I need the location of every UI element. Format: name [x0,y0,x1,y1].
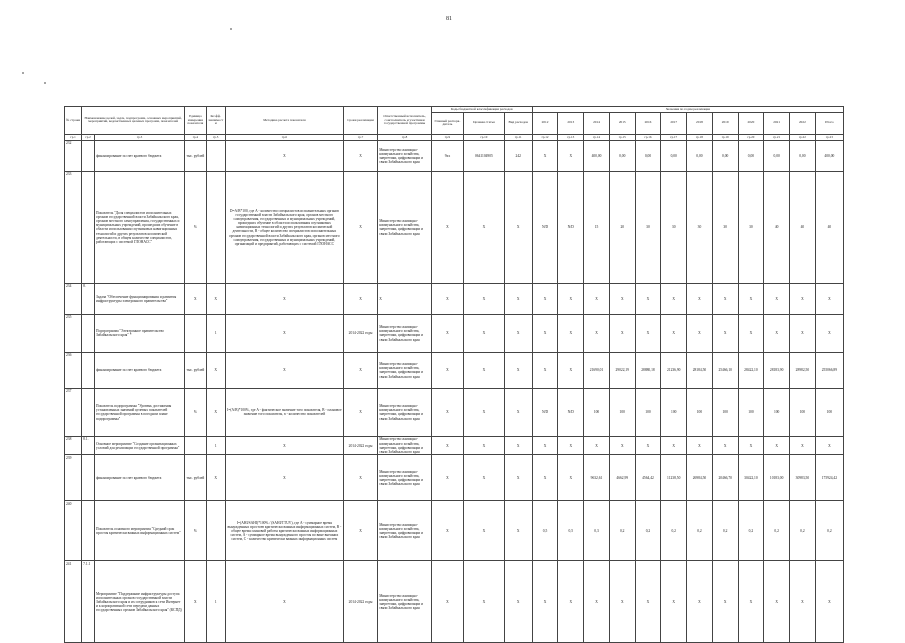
row-value: Х [661,283,687,314]
header-year: 2022 [790,112,816,134]
table-row [65,352,844,388]
header-year: 2013 [558,112,584,134]
row-cs: Х [464,171,505,283]
row-responsible: Министерство жилищно-коммунального хозяйства, энергетики, цифровизации и связи Забайкальского края [378,140,432,171]
row-value: Х [584,561,610,643]
row-method: Х [225,561,343,643]
row-value: 0,2 [764,501,790,561]
row-unit: % [185,388,206,436]
row-vr: Х [504,436,532,455]
row-value: Х [558,561,584,643]
row-value: Х [687,283,713,314]
row-coef: Х [206,352,225,388]
row-term: Х [343,140,377,171]
row-term: 2014-2022 годы [343,314,377,352]
table-row [65,436,844,455]
row-value: 28184,50 [687,352,713,388]
row-value: Х [712,283,738,314]
row-number: 241 [65,561,82,643]
row-sub-number [82,140,95,171]
column-number: гр.11 [504,134,532,140]
row-value: Х [532,314,558,352]
row-value: 400,00 [815,140,843,171]
row-coef: 1 [206,314,225,352]
row-vr: Х [504,455,532,501]
header-year: 2015 [609,112,635,134]
row-value: 30 [738,171,764,283]
row-responsible: Министерство жилищно-коммунального хозяйства, энергетики, цифровизации и связи Забайкальского края [378,455,432,501]
row-value: Х [738,283,764,314]
row-coef [206,140,225,171]
row-value: 0,00 [609,140,635,171]
header-year: 2014 [584,112,610,134]
row-number: 240 [65,501,82,561]
row-coef: Х [206,388,225,436]
row-name: Задача "Обеспечение функционирования и развития инфраструктуры электронного правительства" [95,283,185,314]
table-body [65,140,844,643]
row-unit [185,314,206,352]
row-value: Х [790,314,816,352]
column-number: гр.8 [378,134,432,140]
row-gr: Х [431,171,463,283]
row-number: 233 [65,171,82,283]
header-gr: Главный распоря-дитель [431,112,463,134]
page-number: 81 [446,16,452,22]
row-value: 0,5 [532,501,558,561]
row-value: Х [738,561,764,643]
row-responsible: Министерство жилищно-коммунального хозяйства, энергетики, цифровизации и связи Забайкальского края [378,561,432,643]
header-term: Сроки реализации [343,107,377,135]
row-value: Х [815,436,843,455]
row-value: N/D [532,171,558,283]
row-value: N/D [532,388,558,436]
header-num: № строки [65,107,82,135]
row-number: 236 [65,352,82,388]
row-cs: Х [464,561,505,643]
header-year: 2020 [738,112,764,134]
row-value: Х [584,314,610,352]
column-number: гр.6 [225,134,343,140]
row-value: Х [661,314,687,352]
column-number: гр.20 [738,134,764,140]
row-value: 0,00 [687,140,713,171]
row-value: 0,2 [790,501,816,561]
row-unit: % [185,501,206,561]
row-responsible: Министерство жилищно-коммунального хозяйства, энергетики, цифровизации и связи Забайкальского края [378,171,432,283]
row-value: Х [790,283,816,314]
row-cs: Х [464,314,505,352]
column-number: гр.18 [687,134,713,140]
row-value: Х [635,314,661,352]
row-value: 30 [712,171,738,283]
table-row [65,171,844,283]
row-vr: Х [504,283,532,314]
column-number: гр.3 [95,134,185,140]
row-unit: тыс. рублей [185,140,206,171]
header-values: Значения по годам реализации [532,107,843,113]
row-method: D=A/B*100, где A - количество специалистов исполнительных органов государственной власти Забайкальского края, органов местного самоуправления, государственных и муниципальных учреждений, прошедших обучение в области использования спутниковых навигационных технологий и других результатов космической деятельности, B - общее количество специалистов исполнительных органов государственной власти Забайкальского края, органов местного самоуправления, государственных и муниципальных учреждений, организаций и предприятий, работающих с системой ГЛОНАСС [225,171,343,283]
row-value: Х [532,561,558,643]
row-value: Х [558,283,584,314]
row-sub-number [82,501,95,561]
table-row [65,140,844,171]
row-value: Х [687,314,713,352]
table-row [65,561,844,643]
row-value: 100 [635,388,661,436]
header-year: 2017 [661,112,687,134]
row-method: Х [225,140,343,171]
row-value: 0,2 [738,501,764,561]
row-value: Х [661,436,687,455]
column-number: гр.2 [82,134,95,140]
row-value: Х [764,283,790,314]
program-table [64,106,844,643]
row-value: Х [532,455,558,501]
row-unit: Х [185,283,206,314]
table-row [65,455,844,501]
row-value: 4662,99 [609,455,635,501]
row-value: 20 [609,171,635,283]
row-value: 100 [609,388,635,436]
row-sub-number [82,171,95,283]
row-sub-number: 8. [82,283,95,314]
column-number: гр.19 [712,134,738,140]
row-value: 4564,42 [635,455,661,501]
header-name: Наименование целей, задач, подпрограмм, основных мероприятий, мероприятий, ведомственных целевых программ, показателей [82,107,185,135]
row-number: 237 [65,388,82,436]
row-value: Х [609,314,635,352]
row-gr: Х [431,455,463,501]
row-name: Показатель "Доля специалистов исполнительных органов государственной власти Забайкальского края, органов местного самоуправления, государственных и муниципальных учреждений, прошедших обучение в области использования спутниковых навигационных технологий и других результатов космической деятельности, в общем количестве специалистов, работающих с системой ГЛОНАСС" [95,171,185,283]
row-value: 15 [584,171,610,283]
row-value: 28183,90 [764,352,790,388]
row-value: 0,2 [609,501,635,561]
row-value: Х [532,140,558,171]
row-gr: Х [431,501,463,561]
row-value: 20466,70 [712,455,738,501]
row-value: 0,00 [661,140,687,171]
row-value: Х [712,561,738,643]
row-vr: Х [504,561,532,643]
row-method: I=(A/B)*100%, где A - фактическое значение того показателя, B - плановое значение того показателя, n - количество показателей [225,388,343,436]
row-name: финансирование за счет краевого бюджета [95,140,185,171]
row-value: Х [687,436,713,455]
row-value: 100 [584,388,610,436]
row-responsible: Х [378,283,432,314]
row-value: 0,00 [790,140,816,171]
header-year: 2016 [635,112,661,134]
row-value: 30 [687,171,713,283]
row-value: Х [764,436,790,455]
column-number: гр.14 [584,134,610,140]
row-coef: Х [206,455,225,501]
row-value: Х [712,436,738,455]
row-value: Х [635,283,661,314]
row-value: 100 [661,388,687,436]
row-gr: 9хх [431,140,463,171]
row-value: Х [532,283,558,314]
row-value: 0,2 [635,501,661,561]
row-value: N/D [558,171,584,283]
column-number: гр.7 [343,134,377,140]
row-value: Х [558,352,584,388]
row-value: Х [609,561,635,643]
column-number: гр.23 [815,134,843,140]
row-value: 21236,90 [661,352,687,388]
row-value: 28422,10 [738,352,764,388]
row-sub-number [82,388,95,436]
row-sub-number [82,455,95,501]
header-method: Методика расчета показателя [225,107,343,135]
row-term: Х [343,171,377,283]
row-number: 234 [65,283,82,314]
column-number: гр.5 [206,134,225,140]
row-value: 25466,10 [712,352,738,388]
row-value: 29022,19 [609,352,635,388]
row-coef: 1 [206,436,225,455]
row-term: Х [343,283,377,314]
header-year: 2019 [712,112,738,134]
row-name: Подпрограмма "Электронное правительство Забайкальского края" * [95,314,185,352]
row-vr: Х [504,501,532,561]
row-value: Х [687,561,713,643]
column-number: гр.10 [464,134,505,140]
row-number: 239 [65,455,82,501]
row-value: Х [558,436,584,455]
row-value: 0,00 [738,140,764,171]
row-value: 255066,89 [815,352,843,388]
row-value: Х [815,283,843,314]
row-value: 30 [635,171,661,283]
header-year: 2018 [687,112,713,134]
table-row [65,314,844,352]
row-unit: тыс. рублей [185,455,206,501]
row-responsible: Министерство жилищно-коммунального хозяйства, энергетики, цифровизации и связи Забайкальского края [378,314,432,352]
row-cs: Х [464,436,505,455]
row-value: 11238,50 [661,455,687,501]
row-method: Х [225,314,343,352]
row-name: Показатель подпрограммы "Уровень достижения установленных значений целевых показателей государственной программы в погодном плане подпрограммы" [95,388,185,436]
row-value: Х [764,561,790,643]
row-responsible: Министерство жилищно-коммунального хозяйства, энергетики, цифровизации и связи Забайкальского края [378,436,432,455]
row-vr: 242 [504,140,532,171]
header-unit: Единица измерения показателя [185,107,206,135]
row-value: 26984,50 [687,455,713,501]
row-term: 2014-2022 годы [343,436,377,455]
row-sub-number [82,314,95,352]
row-value: 0,2 [661,501,687,561]
row-cs: Х [464,455,505,501]
row-value: 0,3 [584,501,610,561]
row-name: финансирование за счет краевого бюджета [95,455,185,501]
row-gr: Х [431,561,463,643]
row-value: 400,00 [584,140,610,171]
header-codes: Коды бюджетной классификации расходов [431,107,532,113]
row-value: Х [635,561,661,643]
row-number: 235 [65,314,82,352]
row-gr: Х [431,283,463,314]
column-number: гр.1 [65,134,82,140]
row-coef [206,501,225,561]
row-value: 0,2 [687,501,713,561]
row-value: 0,00 [712,140,738,171]
row-value: 100 [790,388,816,436]
header-year-2012: 2012 [532,112,558,134]
row-unit: Х [185,561,206,643]
row-value: Х [558,140,584,171]
row-value: 0,00 [764,140,790,171]
header-resp: Ответственный исполнитель, соисполнитель и участники государственной программы [378,107,432,135]
row-value: Х [764,314,790,352]
row-name: Показатель основного мероприятия "Средний срок простоя критически важных информационных систем" [95,501,185,561]
row-value: Х [790,436,816,455]
row-cs: Х [464,283,505,314]
header-total: Итого [815,112,843,134]
row-coef [206,171,225,283]
column-number: гр.13 [558,134,584,140]
row-value: 30422,10 [738,455,764,501]
row-vr: Х [504,388,532,436]
row-value: Х [738,314,764,352]
row-vr: Х [504,171,532,283]
row-name: Основное мероприятие "Создание организационных условий для реализации государственной программы" [95,436,185,455]
row-value: 40 [815,171,843,283]
row-name: финансирование за счет краевого бюджета [95,352,185,388]
row-value: Х [738,436,764,455]
row-vr: Х [504,314,532,352]
header-cs: Целевая статья [464,112,505,134]
row-value: 10183,00 [764,455,790,501]
row-method: I=(AHI/SAHI)*100% / (SAHI/TTUV), где A - суммарное время вынужденных простоев критически важных информационных систем, B - общее время плановой работы критически важных информационных систем, A - суммарное время вынужденного простоя по вине внешних систем, C - количество критически важных информационных систем [225,501,343,561]
row-responsible: Министерство жилищно-коммунального хозяйства, энергетики, цифровизации и связи Забайкальского края [378,352,432,388]
row-value: 28982,50 [790,352,816,388]
column-number: гр.9 [431,134,463,140]
row-value: Х [609,436,635,455]
row-value: 28880,18 [635,352,661,388]
column-number: гр.22 [790,134,816,140]
row-responsible: Министерство жилищно-коммунального хозяйства, энергетики, цифровизации и связи Забайкальского края [378,501,432,561]
row-value: Х [635,436,661,455]
header-coef: Коэфф. значимости [206,107,225,135]
row-value: 175924,42 [815,455,843,501]
row-name: Мероприятие "Поддержание инфраструктуры доступа исполнительных органов государственной власти Забайкальского края и их сотрудников к сети Интернет и к корпоративной сети передачи данных государственных органов Забайкальского края" (КСПД) [95,561,185,643]
row-coef: 1 [206,561,225,643]
row-value: 0,00 [635,140,661,171]
row-coef: Х [206,283,225,314]
row-sub-number: 8.1. [82,436,95,455]
row-value: Х [558,314,584,352]
row-value: 0,2 [712,501,738,561]
row-method: Х [225,283,343,314]
row-value: 30 [661,171,687,283]
row-sub-number [82,352,95,388]
row-method: Х [225,352,343,388]
row-gr: Х [431,436,463,455]
row-value: Х [584,283,610,314]
row-cs: Х [464,501,505,561]
row-value: 0,2 [815,501,843,561]
column-number: гр.17 [661,134,687,140]
row-term: Х [343,501,377,561]
column-number: гр.16 [635,134,661,140]
row-value: 100 [764,388,790,436]
row-gr: Х [431,314,463,352]
column-number: гр.15 [609,134,635,140]
row-value: Х [609,283,635,314]
row-value: 100 [712,388,738,436]
header-year: 2021 [764,112,790,134]
row-method: Х [225,436,343,455]
column-number: гр.21 [764,134,790,140]
row-number: 232 [65,140,82,171]
row-number: 238 [65,436,82,455]
column-number: гр.4 [185,134,206,140]
row-value: Х [790,561,816,643]
row-value: Х [532,436,558,455]
row-responsible: Министерство жилищно-коммунального хозяйства, энергетики, цифровизации и связи Забайкальского края [378,388,432,436]
row-value: Х [815,561,843,643]
row-unit: % [185,171,206,283]
table-row [65,501,844,561]
row-value: 0,5 [558,501,584,561]
row-unit: тыс. рублей [185,352,206,388]
row-value: Х [584,436,610,455]
row-value: 30983,50 [790,455,816,501]
row-value: N/D [558,388,584,436]
row-value: Х [815,314,843,352]
row-value: 100 [815,388,843,436]
row-value: 100 [687,388,713,436]
row-value: Х [661,561,687,643]
row-term: Х [343,455,377,501]
row-value: Х [712,314,738,352]
header-vr: Вид расходов [504,112,532,134]
row-sub-number: 7.1.1 [82,561,95,643]
row-value: 9632,61 [584,455,610,501]
row-term: 2014-2022 годы [343,561,377,643]
column-number: гр.12 [532,134,558,140]
row-term: Х [343,352,377,388]
row-term: Х [343,388,377,436]
table-row [65,283,844,314]
row-unit [185,436,206,455]
table-row [65,388,844,436]
row-gr: Х [431,352,463,388]
row-cs: Х [464,388,505,436]
row-value: 40 [764,171,790,283]
row-value: Х [558,455,584,501]
row-cs: 0641104905 [464,140,505,171]
scan-speck [230,28,232,30]
row-value: 100 [738,388,764,436]
row-vr: Х [504,352,532,388]
row-value: 21690,01 [584,352,610,388]
row-method: Х [225,455,343,501]
row-value: Х [532,352,558,388]
scan-speck [22,72,24,74]
row-gr: Х [431,388,463,436]
row-value: 40 [790,171,816,283]
row-cs: Х [464,352,505,388]
scan-speck [44,82,46,84]
